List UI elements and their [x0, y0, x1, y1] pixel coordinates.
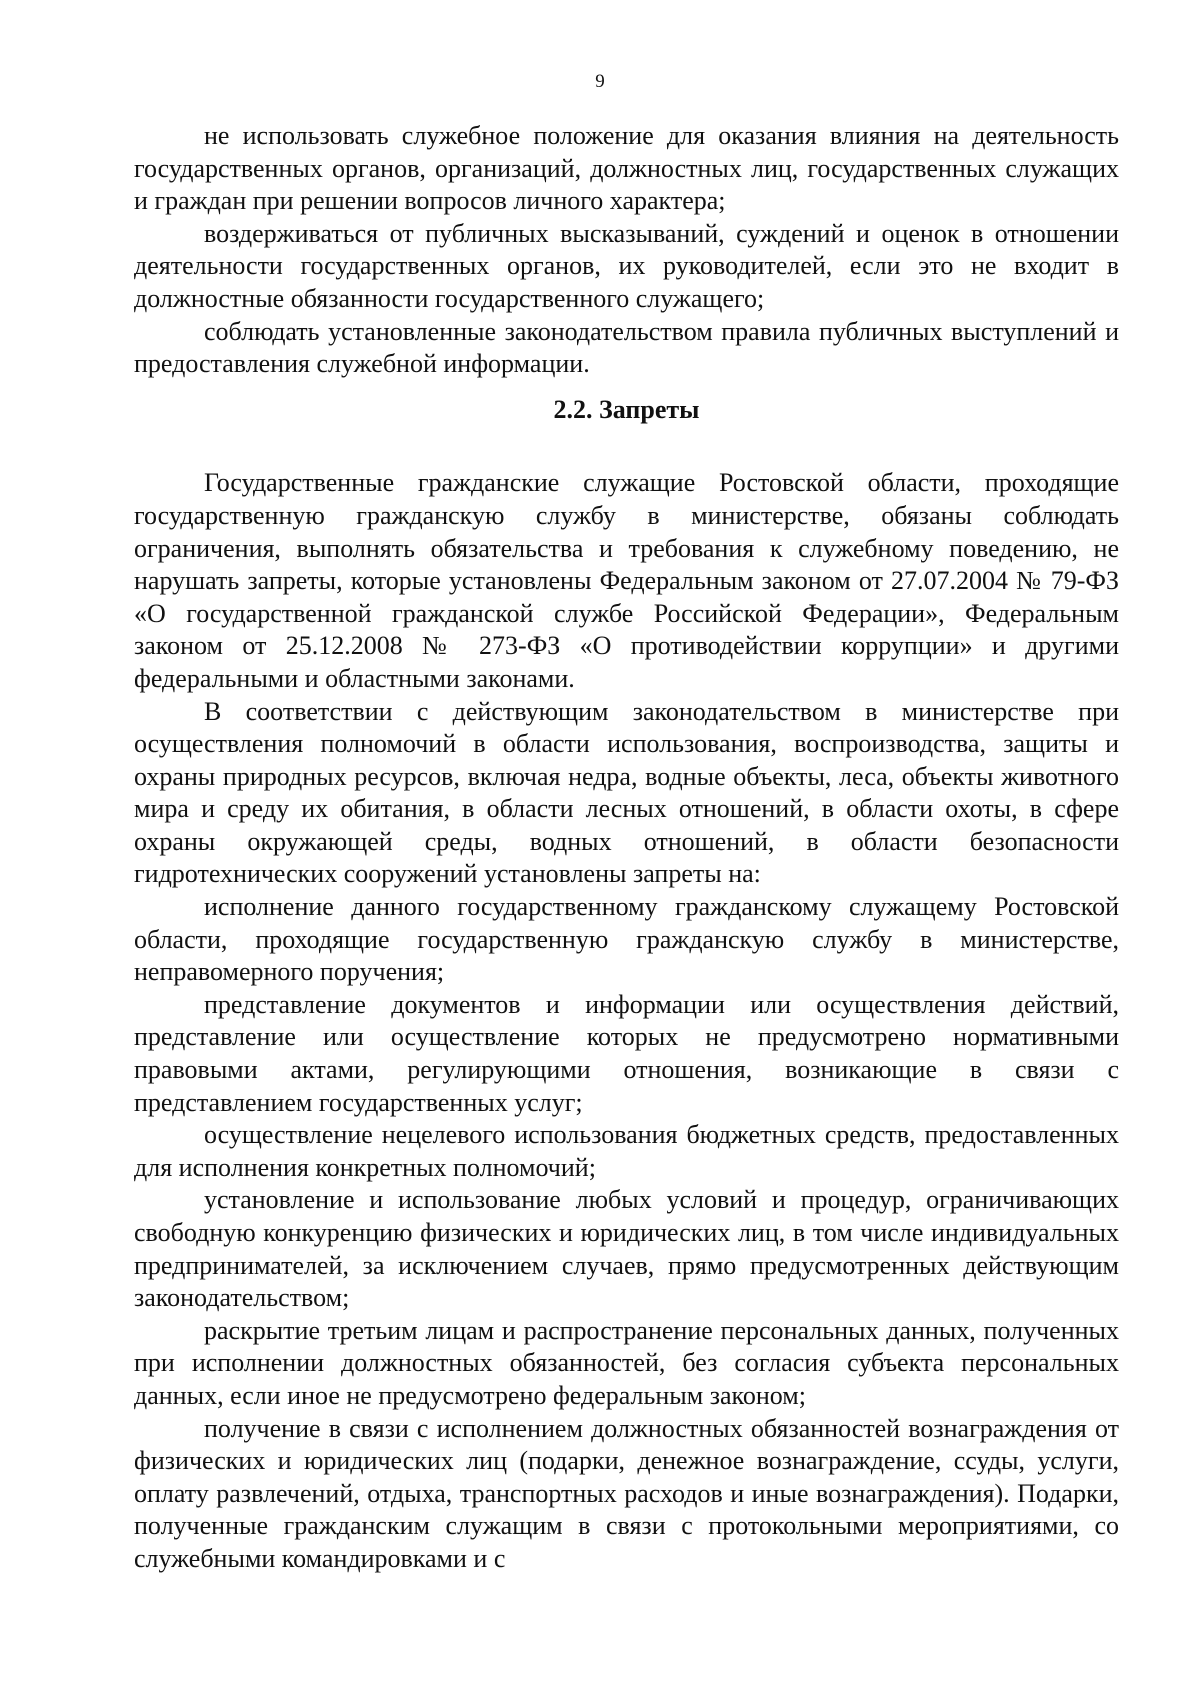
page-number: 9 — [595, 71, 605, 92]
paragraph-no-influence: не использовать служебное положение для оказания влияния на деятельность государственных органов, организаций, должностных лиц, государственных служащих и граждан при решении вопросов личного характера; — [134, 121, 1119, 216]
paragraph-ministry-prohibitions: В соответствии с действующим законодательством в министерстве при осуществления полномочий в области использования, воспроизводства, защиты и охраны природных ресурсов, включая недра, водные объекты, леса, объекты животного мира и среду их обитания, в области лесных отношений, в области охоты, в сфере охраны окружающей среды, водных отношений, в области безопасности гидротехнических сооружений установлены запреты на: — [134, 696, 1119, 889]
paragraph-rewards: получение в связи с исполнением должностных обязанностей вознаграждения от физических и юридических лиц (подарки, денежное вознаграждение, ссуды, услуги, оплату развлечений, отдыха, транспортных расходов и иные вознаграждения). Подарки, полученные гражданским служащим в связи с протокольными мероприятиями, со служебными командировками и с — [134, 1413, 1119, 1573]
document-body — [134, 120, 1119, 1576]
paragraph-public-speech-rules: соблюдать установленные законодательством правила публичных выступлений и предоставления служебной информации. — [134, 316, 1119, 379]
section-heading-prohibitions: 2.2. Запреты — [553, 394, 700, 424]
paragraph-documents-submission: представление документов и информации или осуществления действий, представление или осуществление которых не предусмотрено нормативными правовыми актами, регулирующими отношения, возникающие в связи с представлением государственных услуг; — [134, 989, 1119, 1117]
paragraph-civil-servants-obligations: Государственные гражданские служащие Ростовской области, проходящие государственную гражданскую службу в министерстве, обязаны соблюдать ограничения, выполнять обязательства и требования к служебному поведению, не нарушать запреты, которые установлены Федеральным законом от 27.07.2004 № 79-ФЗ «О государственной гражданской службе Российской Федерации», Федеральным законом от 25.12.2008 № 273-ФЗ «О противодействии коррупции» и другими федеральными и областными законами. — [134, 468, 1119, 693]
paragraph-personal-data: раскрытие третьим лицам и распространение персональных данных, полученных при исполнении должностных обязанностей, без согласия субъекта персональных данных, если иное не предусмотрено федеральным законом; — [134, 1315, 1119, 1410]
paragraph-budget-misuse: осуществление нецелевого использования бюджетных средств, предоставленных для исполнения конкретных полномочий; — [134, 1120, 1119, 1182]
paragraph-unlawful-order: исполнение данного государственному гражданскому служащему Ростовской области, проходящие государственную гражданскую службу в министерстве, неправомерного поручения; — [134, 892, 1119, 987]
paragraph-refrain-statements: воздерживаться от публичных высказываний, суждений и оценок в отношении деятельности государственных органов, их руководителей, если это не входит в должностные обязанности государственного служащего; — [134, 218, 1119, 313]
paragraph-competition-restriction: установление и использование любых условий и процедур, ограничивающих свободную конкуренцию физических и юридических лиц, в том числе индивидуальных предпринимателей, за исключением случаев, прямо предусмотренных действующим законодательством; — [134, 1185, 1119, 1313]
